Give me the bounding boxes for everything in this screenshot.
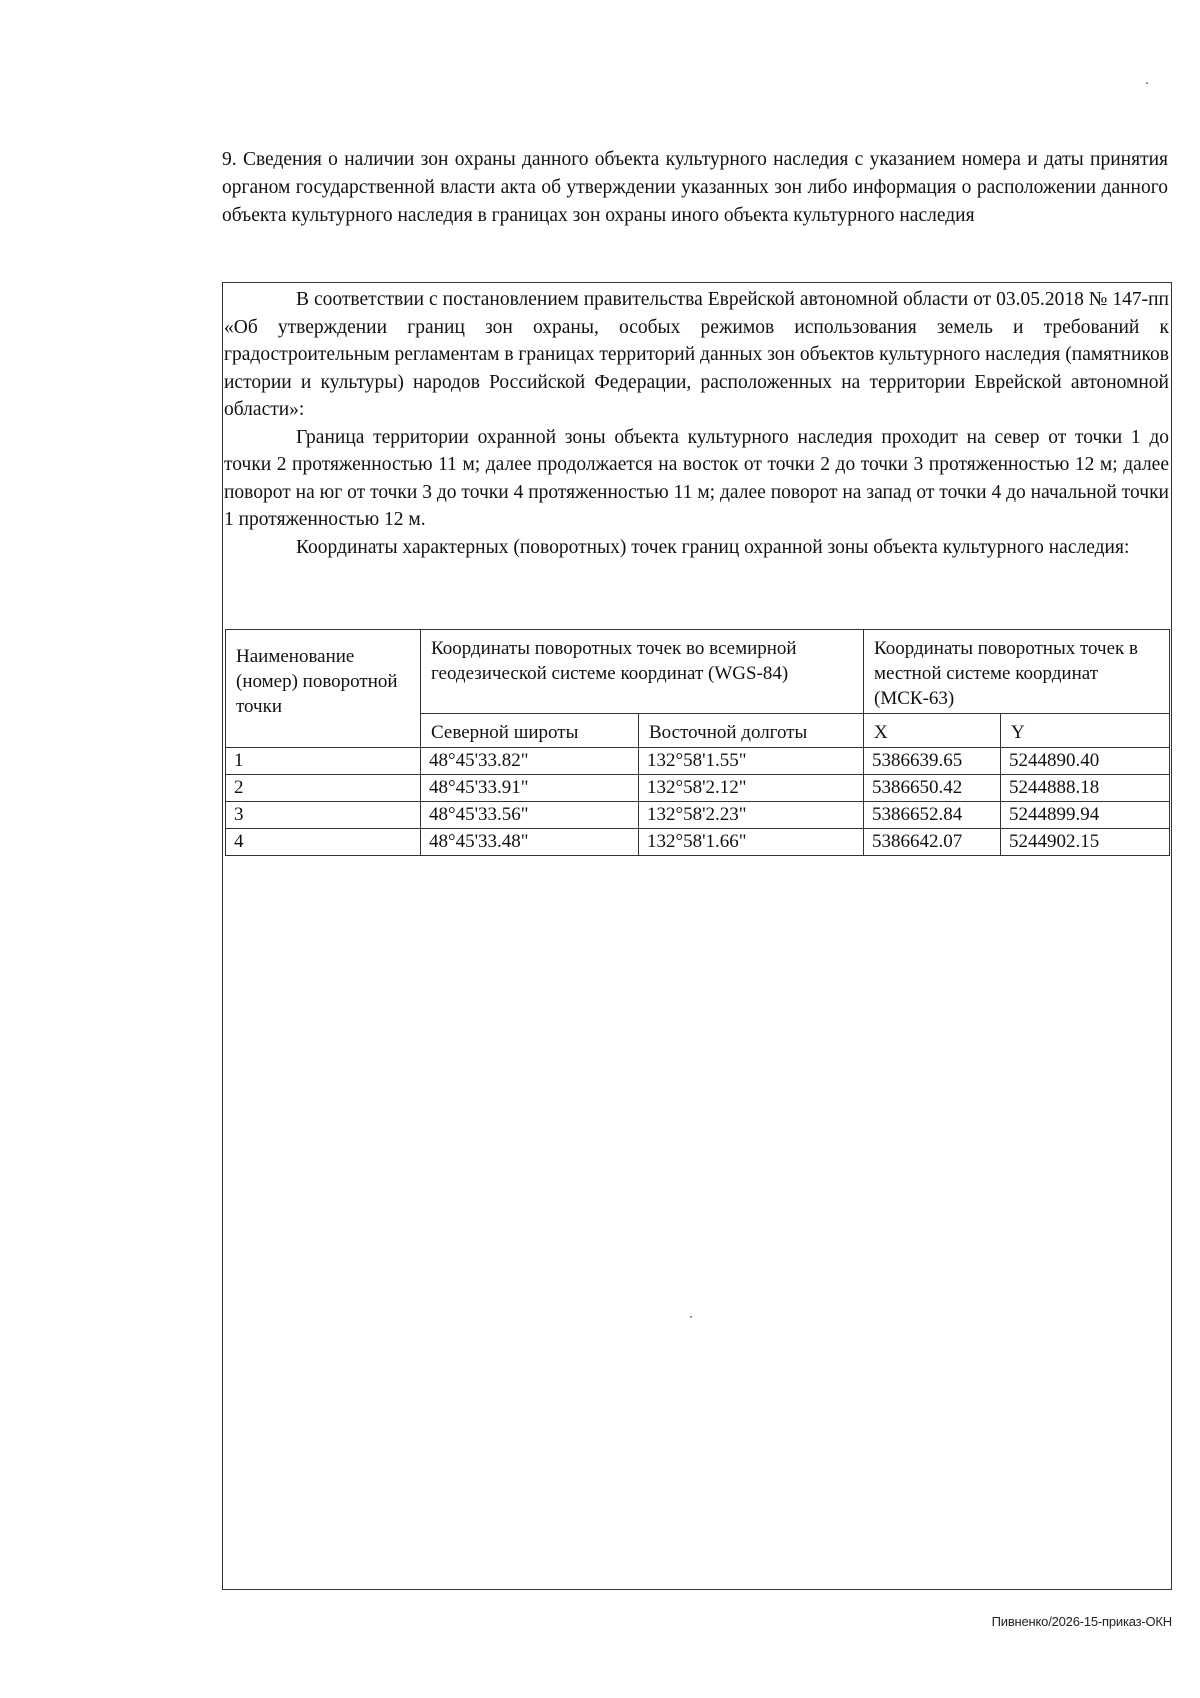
cell-latitude: 48°45'33.91" (421, 775, 639, 802)
cell-latitude: 48°45'33.82" (421, 748, 639, 775)
cell-latitude: 48°45'33.56" (421, 802, 639, 829)
paragraph-decree: В соответствии с постановлением правительства Еврейской автономной области от 03.05.2018 № 147-пп «Об утверждении границ зон охраны, особых режимов использования земель и требований к градостроительным регламентам в границах территорий данных зон объектов культурного наследия (памятников истории и культуры) народов Российской Федерации, расположенных на территории Еврейской автономной области»: (224, 289, 1169, 420)
content-frame (222, 282, 1172, 1590)
cell-x: 5386652.84 (864, 802, 1001, 829)
document-footer-code: Пивненко/2026-15-приказ-ОКН (991, 1614, 1172, 1629)
cell-longitude: 132°58'2.12" (639, 775, 864, 802)
table-row (226, 748, 1170, 775)
header-wgs84: Координаты поворотных точек во всемирной геодезической системе координат (WGS-84) (421, 630, 864, 714)
cell-point: 4 (226, 829, 421, 856)
header-msk63: Координаты поворотных точек в местной системе координат (МСК-63) (864, 630, 1170, 714)
scan-speck (1146, 82, 1148, 84)
section-heading: 9. Сведения о наличии зон охраны данного объекта культурного наследия с указанием номера и даты принятия органом государственной власти акта об утверждении указанных зон либо информация о расположении данного объекта культурного наследия в границах зон охраны иного объекта культурного наследия (222, 149, 1168, 226)
header-x: X (864, 714, 1001, 748)
table-header-row (226, 630, 1170, 714)
cell-x: 5386642.07 (864, 829, 1001, 856)
cell-longitude: 132°58'1.55" (639, 748, 864, 775)
table-row (226, 775, 1170, 802)
cell-latitude: 48°45'33.48" (421, 829, 639, 856)
table-row (226, 802, 1170, 829)
header-longitude: Восточной долготы (639, 714, 864, 748)
cell-y: 5244902.15 (1001, 829, 1170, 856)
cell-point: 3 (226, 802, 421, 829)
coordinates-table (225, 629, 1170, 856)
cell-y: 5244890.40 (1001, 748, 1170, 775)
cell-longitude: 132°58'1.66" (639, 829, 864, 856)
cell-point: 2 (226, 775, 421, 802)
header-point-name: Наименование (номер) поворотной точки (226, 630, 421, 748)
cell-x: 5386639.65 (864, 748, 1001, 775)
cell-y: 5244899.94 (1001, 802, 1170, 829)
header-latitude: Северной широты (421, 714, 639, 748)
header-y: Y (1001, 714, 1170, 748)
cell-y: 5244888.18 (1001, 775, 1170, 802)
cell-x: 5386650.42 (864, 775, 1001, 802)
paragraph-coordinates-intro: Координаты характерных (поворотных) точек границ охранной зоны объекта культурного наследия: (296, 536, 1130, 558)
cell-point: 1 (226, 748, 421, 775)
cell-longitude: 132°58'2.23" (639, 802, 864, 829)
paragraph-boundary: Граница территории охранной зоны объекта культурного наследия проходит на север от точки 1 до точки 2 протяженностью 11 м; далее продолжается на восток от точки 2 до точки 3 протяженностью 12 м; далее поворот на юг от точки 3 до точки 4 протяженностью 11 м; далее поворот на запад от точки 4 до начальной точки 1 протяженностью 12 м. (224, 426, 1169, 530)
table-row (226, 829, 1170, 856)
